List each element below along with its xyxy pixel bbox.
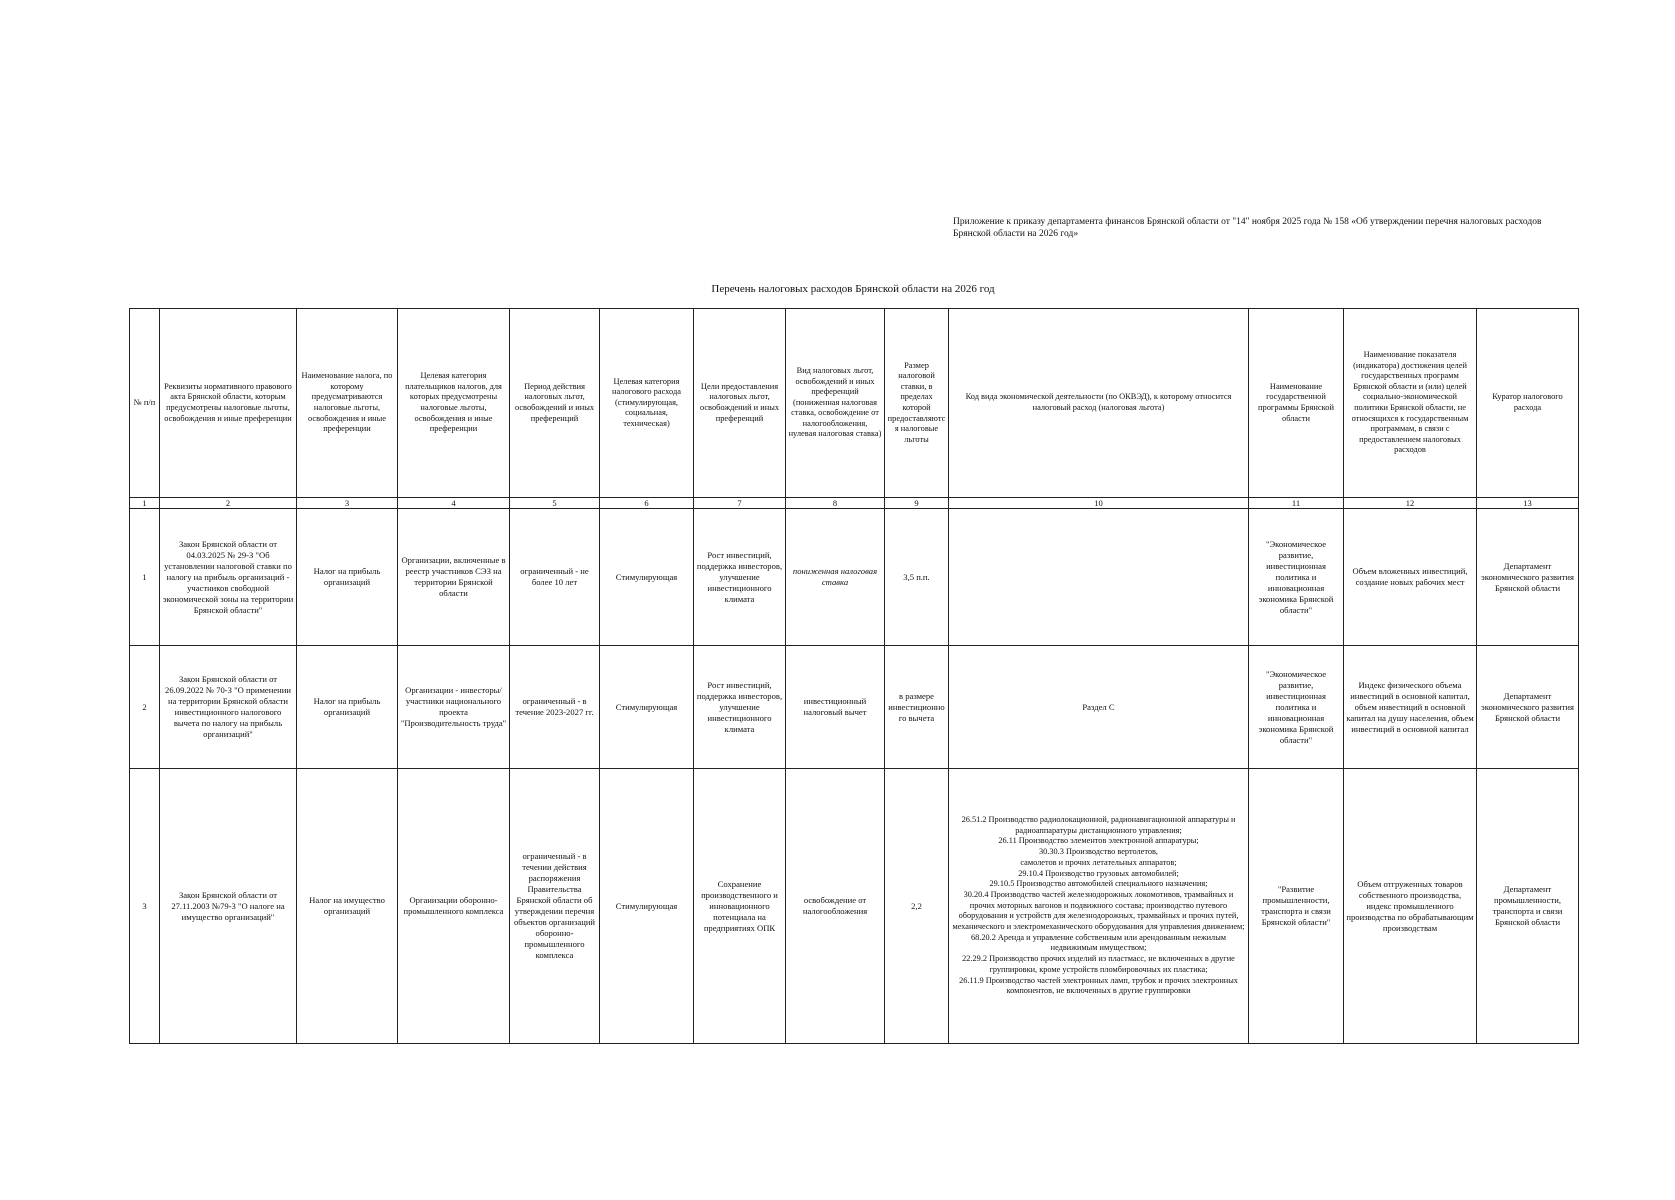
goals: Рост инвестиций, поддержка инвесторов, улучшение инвестиционного климата (694, 509, 786, 646)
row-number: 3 (130, 769, 160, 1044)
state-program: "Развитие промышленности, транспорта и связи Брянской области" (1249, 769, 1344, 1044)
okved-line: группировки, кроме устройств пломбировочных их пластика; (989, 964, 1208, 974)
okved-line: 22.29.2 Производство прочих изделий из пластмасс, не включенных в другие (962, 954, 1235, 964)
okved-line: самолетов и прочих летательных аппаратов; (1020, 857, 1177, 867)
indicator: Объем отгруженных товаров собственного производства, индекс промышленного производства по обрабатывающим производствам (1344, 769, 1477, 1044)
tax-expenditures-table (129, 308, 1579, 1044)
column-number: 3 (297, 498, 398, 509)
curator: Департамент экономического развития Брянской области (1477, 509, 1579, 646)
tax-rate: в размере инвестиционного вычета (885, 646, 949, 769)
column-number: 4 (398, 498, 510, 509)
column-number: 10 (949, 498, 1249, 509)
column-number: 6 (600, 498, 694, 509)
benefit-kind: пониженная налоговая ставка (786, 509, 885, 646)
benefit-kind: инвестиционный налоговый вычет (786, 646, 885, 769)
legal-act: Закон Брянской области от 04.03.2025 № 29-З "Об установлении налоговой ставки по налогу на прибыль организаций - участников свободной экономической зоны на территории Брянской области" (160, 509, 297, 646)
state-program: "Экономическое развитие, инвестиционная политика и инновационная экономика Брянской области" (1249, 646, 1344, 769)
column-number: 12 (1344, 498, 1477, 509)
column-number-row (130, 498, 1579, 509)
column-number: 7 (694, 498, 786, 509)
goals: Сохранение производственного и инновационного потенциала на предприятиях ОПК (694, 769, 786, 1044)
tax-rate: 2,2 (885, 769, 949, 1044)
okved-line: 29.10.4 Производство грузовых автомобилей; (1018, 868, 1179, 878)
column-number: 8 (786, 498, 885, 509)
table-row (130, 769, 1579, 1044)
column-number: 2 (160, 498, 297, 509)
okved-line: 30.30.3 Производство вертолетов, (1039, 847, 1158, 857)
column-number: 1 (130, 498, 160, 509)
column-header: Цели предоставления налоговых льгот, освобождений и иных преференций (694, 309, 786, 498)
okved-line: 29.10.5 Производство автомобилей специального назначения; (989, 879, 1208, 889)
tax-name: Налог на прибыль организаций (297, 509, 398, 646)
indicator: Объем вложенных инвестиций, создание новых рабочих мест (1344, 509, 1477, 646)
tax-name: Налог на прибыль организаций (297, 646, 398, 769)
column-header: Наименование показателя (индикатора) достижения целей государственных программ Брянской области и (или) целей социально-экономической политики Брянской области, не относящихся к государственным программам, в связи с предоставлением налоговых расходов (1344, 309, 1477, 498)
taxpayer-category: Организации, включенные в реестр участников СЭЗ на территории Брянской области (398, 509, 510, 646)
column-header: Период действия налоговых льгот, освобождений и иных преференций (510, 309, 600, 498)
row-number: 2 (130, 646, 160, 769)
validity-period: ограниченный - в течении действия распоряжения Правительства Брянской области об утверждении перечня объектов организаций оборонно-промышленного комплекса (510, 769, 600, 1044)
curator: Департамент промышленности, транспорта и связи Брянской области (1477, 769, 1579, 1044)
document-title: Перечень налоговых расходов Брянской области на 2026 год (711, 283, 995, 295)
table-row (130, 646, 1579, 769)
column-header: Наименование государственной программы Брянской области (1249, 309, 1344, 498)
taxpayer-category: Организации оборонно-промышленного комплекса (398, 769, 510, 1044)
expenditure-type: Стимулирующая (600, 646, 694, 769)
column-number: 9 (885, 498, 949, 509)
curator: Департамент экономического развития Брянской области (1477, 646, 1579, 769)
column-number: 11 (1249, 498, 1344, 509)
okved-line: 30.20.4 Производство частей железнодорожных локомотивов, трамвайных и прочих моторных вагонов и подвижного состава; производство путевого оборудования и устройств для железнодорожных, трамвайных и прочих путей, механического и электромеханического оборудования для управления движением; (952, 889, 1245, 932)
column-header: Целевая категория плательщиков налогов, для которых предусмотрены налоговые льготы, освобождения и иные преференции (398, 309, 510, 498)
table-row (130, 509, 1579, 646)
column-header: Вид налоговых льгот, освобождений и иных преференций (пониженная налоговая ставка, освобождение от налогообложения, нулевая налоговая ставка) (786, 309, 885, 498)
row-number: 1 (130, 509, 160, 646)
tax-name: Налог на имущество организаций (297, 769, 398, 1044)
validity-period: ограниченный - не более 10 лет (510, 509, 600, 646)
okved-code-list (949, 769, 1249, 1044)
appendix-note: Приложение к приказу департамента финансов Брянской области от "14" ноября 2025 года № 158 «Об утверждении перечня налоговых расходов Брянской области на 2026 год» (953, 217, 1542, 239)
expenditure-type: Стимулирующая (600, 769, 694, 1044)
goals: Рост инвестиций, поддержка инвесторов, улучшение инвестиционного климата (694, 646, 786, 769)
legal-act: Закон Брянской области от 27.11.2003 №79-З "О налоге на имущество организаций" (160, 769, 297, 1044)
column-header: Реквизиты нормативного правового акта Брянской области, которым предусмотрены налоговые льготы, освобождения и иные преференции (160, 309, 297, 498)
okved-code (949, 509, 1249, 646)
validity-period: ограниченный - в течение 2023-2027 гг. (510, 646, 600, 769)
okved-code: Раздел С (949, 646, 1249, 769)
legal-act: Закон Брянской области от 26.09.2022 № 70-З "О применении на территории Брянской области инвестиционного налогового вычета по налогу на прибыль организаций" (160, 646, 297, 769)
tax-rate: 3,5 п.п. (885, 509, 949, 646)
column-header: Куратор налогового расхода (1477, 309, 1579, 498)
column-header: Размер налоговой ставки, в пределах которой предоставляются налоговые льготы (885, 309, 949, 498)
column-header: Целевая категория налогового расхода (стимулирующая, социальная, техническая) (600, 309, 694, 498)
column-header: № п/п (130, 309, 160, 498)
column-number: 13 (1477, 498, 1579, 509)
table-header-row (130, 309, 1579, 498)
benefit-kind: освобождение от налогообложения (786, 769, 885, 1044)
column-header: Код вида экономической деятельности (по ОКВЭД), к которому относится налоговый расход (налоговая льгота) (949, 309, 1249, 498)
expenditure-type: Стимулирующая (600, 509, 694, 646)
state-program: "Экономическое развитие, инвестиционная политика и инновационная экономика Брянской области" (1249, 509, 1344, 646)
okved-line: 26.51.2 Производство радиолокационной, радионавигационной аппаратуры и радиоаппаратуры дистанционного управления; (961, 815, 1236, 835)
taxpayer-category: Организации - инвесторы/участники национального проекта "Производительность труда" (398, 646, 510, 769)
okved-line: 68.20.2 Аренда и управление собственным или арендованным нежилым недвижимым имуществом; (970, 932, 1227, 953)
indicator: Индекс физического объема инвестиций в основной капитал, объем инвестиций в основной капитал на душу населения, объем инвестиций в основной капитал (1344, 646, 1477, 769)
okved-line: 26.11 Производство элементов электронной аппаратуры; (998, 836, 1199, 846)
column-number: 5 (510, 498, 600, 509)
column-header: Наименование налога, по которому предусматриваются налоговые льготы, освобождения и иные преференции (297, 309, 398, 498)
okved-line: 26.11.9 Производство частей электронных ламп, трубок и прочих электронных компонентов, не включенных в другие группировки (959, 975, 1238, 996)
